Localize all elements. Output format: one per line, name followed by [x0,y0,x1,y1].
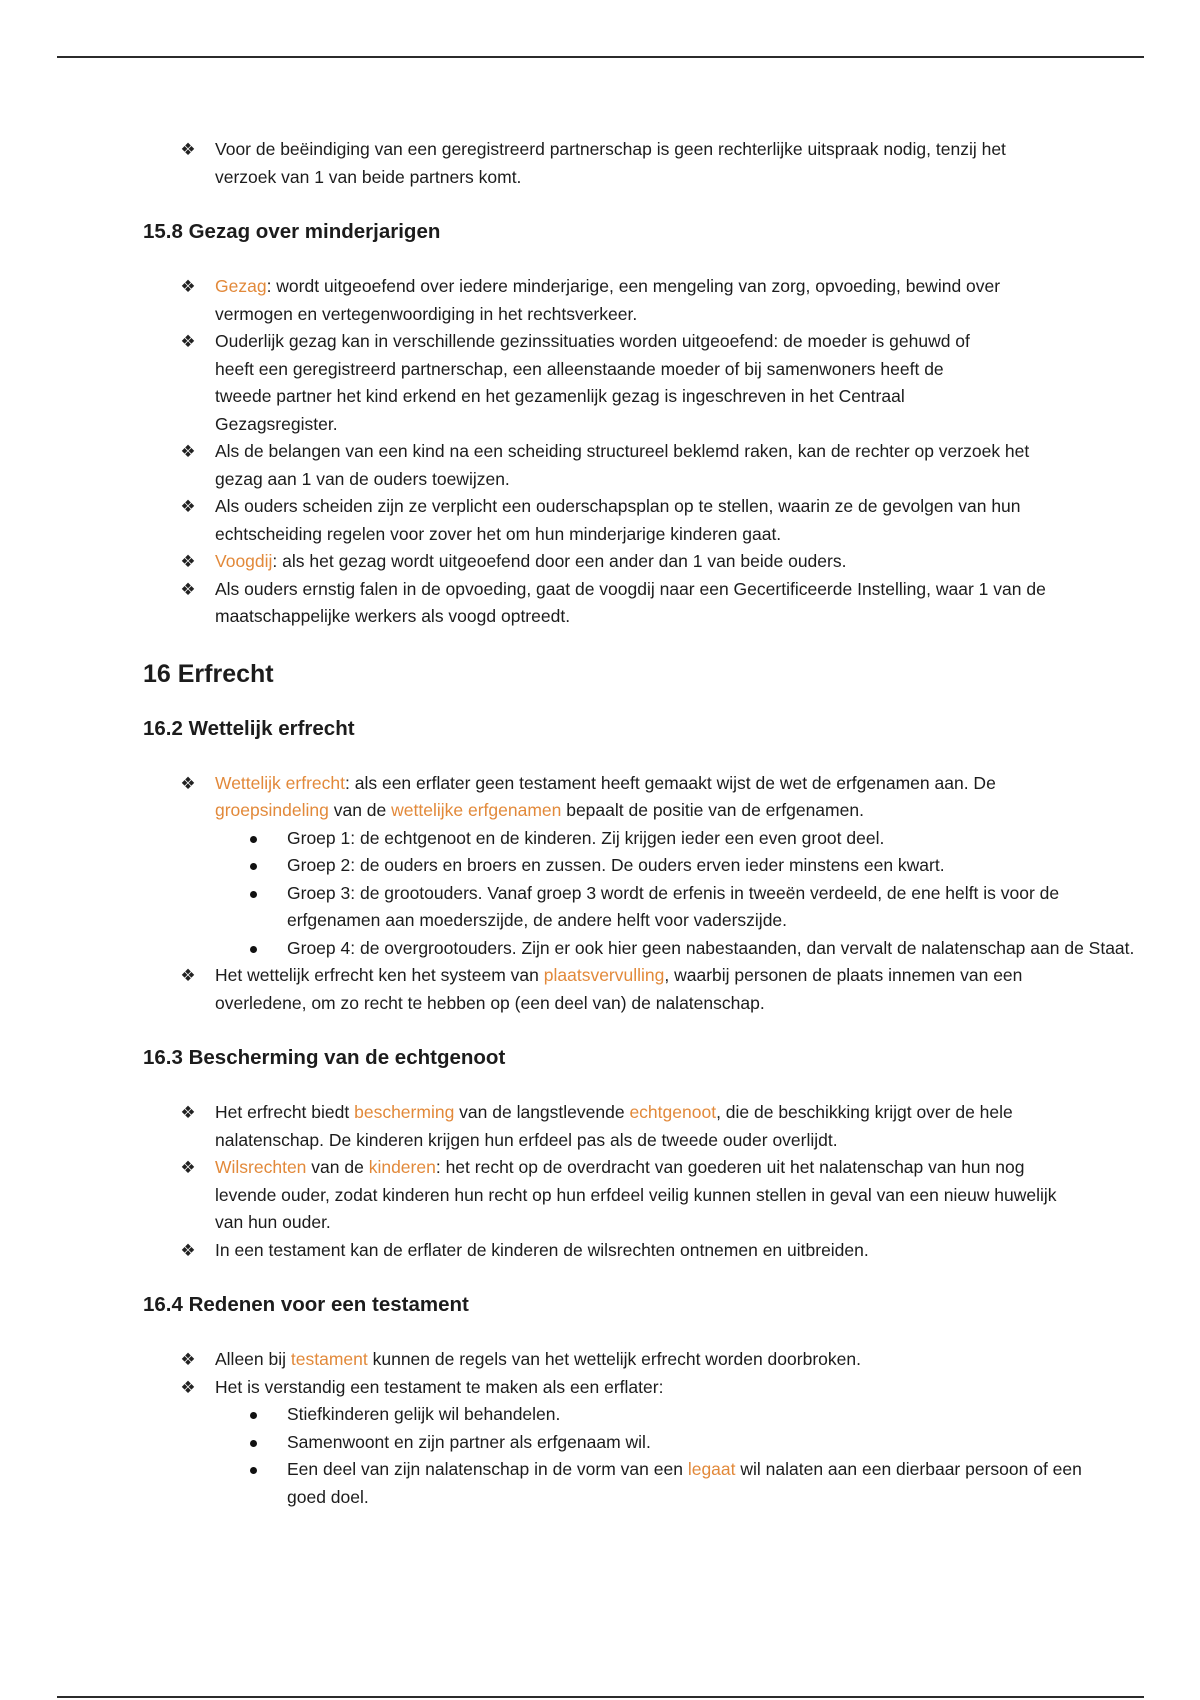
four-diamond-bullet-icon: ❖ [180,140,196,159]
highlight-term: Wilsrechten [215,1157,307,1177]
filled-circle-bullet-icon [250,836,257,843]
sub-bullet-text: Groep 3: de grootouders. Vanaf groep 3 wordt de erfenis in tweeën verdeeld, de ene helft is voor de erfgenamen aan moederszijde, de andere helft voor vaderszijde. [287,882,1060,930]
list-item [143,548,1050,576]
four-diamond-bullet-icon: ❖ [180,1350,196,1369]
bullet-text: , die de beschikking krijgt over de hele nalatenschap. De kinderen krijgen hun erfdeel pas als de tweede ouder overlijdt. [215,1102,1013,1150]
section-heading-16-4: 16.4 Redenen voor een testament [143,1293,469,1316]
document-body [143,136,1135,1511]
sub-list-item [143,825,1167,853]
bullet-text: kunnen de regels van het wettelijk erfrecht worden doorbroken. [367,1349,861,1369]
bullet-text: Alleen bij [215,1349,291,1369]
bullet-text: Voor de beëindiging van een geregistreerd partnerschap is geen rechterlijke uitspraak nodig, tenzij het verzoek van 1 van beide partners komt. [215,139,1006,187]
sub-list-item [143,1401,1107,1429]
filled-circle-bullet-icon [250,1467,257,1474]
bullet-text: Als ouders ernstig falen in de opvoeding, gaat de voogdij naar een Gecertificeerde Instelling, waar 1 van de maatschappelijke werkers als voogd optreedt. [215,578,1046,626]
list-item [143,328,995,438]
sub-bullet-text: Samenwoont en zijn partner als erfgenaam wil. [287,1431,651,1452]
list-item [143,438,1045,493]
list-item [143,770,1065,825]
bullet-text: van de [306,1157,369,1177]
bullet-text: Als de belangen van een kind na een scheiding structureel beklemd raken, kan de rechter op verzoek het gezag aan 1 van de ouders toewijzen. [215,441,1030,489]
sub-bullet-text: Een deel van zijn nalatenschap in de vorm van een [287,1459,688,1479]
bullet-text: Als ouders scheiden zijn ze verplicht een ouderschapsplan op te stellen, waarin ze de gevolgen van hun echtscheiding regelen voor zover het om hun minderjarige kinderen gaat. [215,496,1021,544]
four-diamond-bullet-icon: ❖ [180,552,196,571]
bullet-text: : wordt uitgeoefend over iedere minderjarige, een mengeling van zorg, opvoeding, bewind over vermogen en vertegenwoordiging in het rechtsverkeer. [215,276,1001,324]
bullet-text: Ouderlijk gezag kan in verschillende gezinssituaties worden uitgeoefend: de moeder is gehuwd of heeft een geregistreerd partnerschap, een alleenstaande moeder of bij samenwoners heeft de tweede partner het kind erkend en het gezamenlijk gezag is ingeschreven in het Centraal Gezagsregister. [215,331,970,434]
filled-circle-bullet-icon [250,946,257,953]
list-item [143,576,1050,631]
four-diamond-bullet-icon: ❖ [180,1240,196,1260]
footer-rule [57,1696,1144,1698]
sub-list-item [143,935,1147,963]
bullet-list-16-4 [143,1346,1083,1511]
bullet-text: : als het gezag wordt uitgeoefend door een ander dan 1 van beide ouders. [272,551,847,571]
filled-circle-bullet-icon [250,1440,257,1447]
bullet-text: Het wettelijk erfrecht ken het systeem van [215,965,544,985]
list-item [143,493,1050,548]
sub-list-item [143,852,1167,880]
section-heading-16-2: 16.2 Wettelijk erfrecht [143,716,355,740]
bullet-text: , waarbij personen de plaats innemen van een overledene, om zo recht te hebben op (een deel van) de nalatenschap. [215,965,1023,1013]
list-item [143,273,1023,328]
four-diamond-bullet-icon: ❖ [180,1377,196,1397]
section-heading-16-3: 16.3 Bescherming van de echtgenoot [143,1046,506,1069]
four-diamond-bullet-icon: ❖ [180,442,196,461]
sub-list-item [143,1429,1107,1457]
bullet-text: In een testament kan de erflater de kinderen de wilsrechten ontnemen en uitbreiden. [215,1239,869,1260]
chapter-heading-16: 16 Erfrecht [143,659,274,688]
filled-circle-bullet-icon [250,863,257,870]
highlight-term: bescherming [354,1102,455,1122]
bullet-list-15-8 [143,273,1083,631]
four-diamond-bullet-icon: ❖ [180,1103,196,1122]
bullet-text: : het recht op de overdracht van goederen uit het nalatenschap van hun nog levende ouder, zodat kinderen hun recht op hun erfdeel veilig kunnen stellen in geval van een nieuw huwelijk van hun ouder. [215,1157,1057,1232]
highlight-term: legaat [687,1459,736,1479]
sub-bullet-text: Groep 1: de echtgenoot en de kinderen. Zij krijgen ieder een even groot deel. [287,827,885,848]
list-item [143,962,1095,1017]
highlight-term: Voogdij [215,551,273,571]
highlight-term: testament [290,1349,368,1369]
highlight-term: wettelijke erfgenamen [391,800,562,820]
list-item [143,1346,1085,1374]
highlight-term: Gezag [215,276,267,296]
four-diamond-bullet-icon: ❖ [180,277,196,296]
highlight-term: echtgenoot [629,1102,717,1122]
filled-circle-bullet-icon [250,1412,257,1419]
list-item [143,1237,1085,1265]
four-diamond-bullet-icon: ❖ [180,966,196,985]
four-diamond-bullet-icon: ❖ [180,1158,196,1177]
filled-circle-bullet-icon [250,891,257,898]
bullet-text: bepaalt de positie van de erfgenamen. [561,800,864,820]
highlight-term: kinderen [368,1157,436,1177]
bullet-text: Het erfrecht biedt [215,1102,355,1122]
list-item [143,136,1045,191]
bullet-text: : als een erflater geen testament heeft gemaakt wijst de wet de erfgenamen aan. De [345,772,996,793]
sub-bullet-text: Groep 2: de ouders en broers en zussen. De ouders erven ieder minstens een kwart. [287,855,945,875]
list-item [143,1099,1085,1154]
highlight-term: Wettelijk erfrecht [215,772,345,793]
sub-bullet-text: Stiefkinderen gelijk wil behandelen. [287,1404,561,1424]
bullet-text: Het is verstandig een testament te maken als een erflater: [215,1376,664,1397]
sub-list-item [143,880,1147,935]
header-rule [57,56,1144,58]
bullet-text: van de [328,800,392,820]
bullet-list-16-2 [143,770,1135,1018]
four-diamond-bullet-icon: ❖ [180,773,196,793]
highlight-term: plaatsvervulling [543,965,665,985]
sub-bullet-text: wil nalaten aan een dierbaar persoon of een goed doel. [287,1459,1082,1507]
sub-list-item [143,1456,1107,1511]
list-item [143,1374,1085,1402]
bullet-list-16-3 [143,1099,1083,1264]
list-item [143,1154,1065,1237]
four-diamond-bullet-icon: ❖ [180,497,196,516]
four-diamond-bullet-icon: ❖ [180,579,196,599]
section-heading-15-8: 15.8 Gezag over minderjarigen [143,220,441,243]
highlight-term: groepsindeling [215,800,329,820]
four-diamond-bullet-icon: ❖ [180,332,196,351]
bullet-text: van de langstlevende [454,1102,630,1122]
sub-bullet-text: Groep 4: de overgrootouders. Zijn er ook hier geen nabestaanden, dan vervalt de nalatenschap aan de Staat. [287,937,1135,958]
